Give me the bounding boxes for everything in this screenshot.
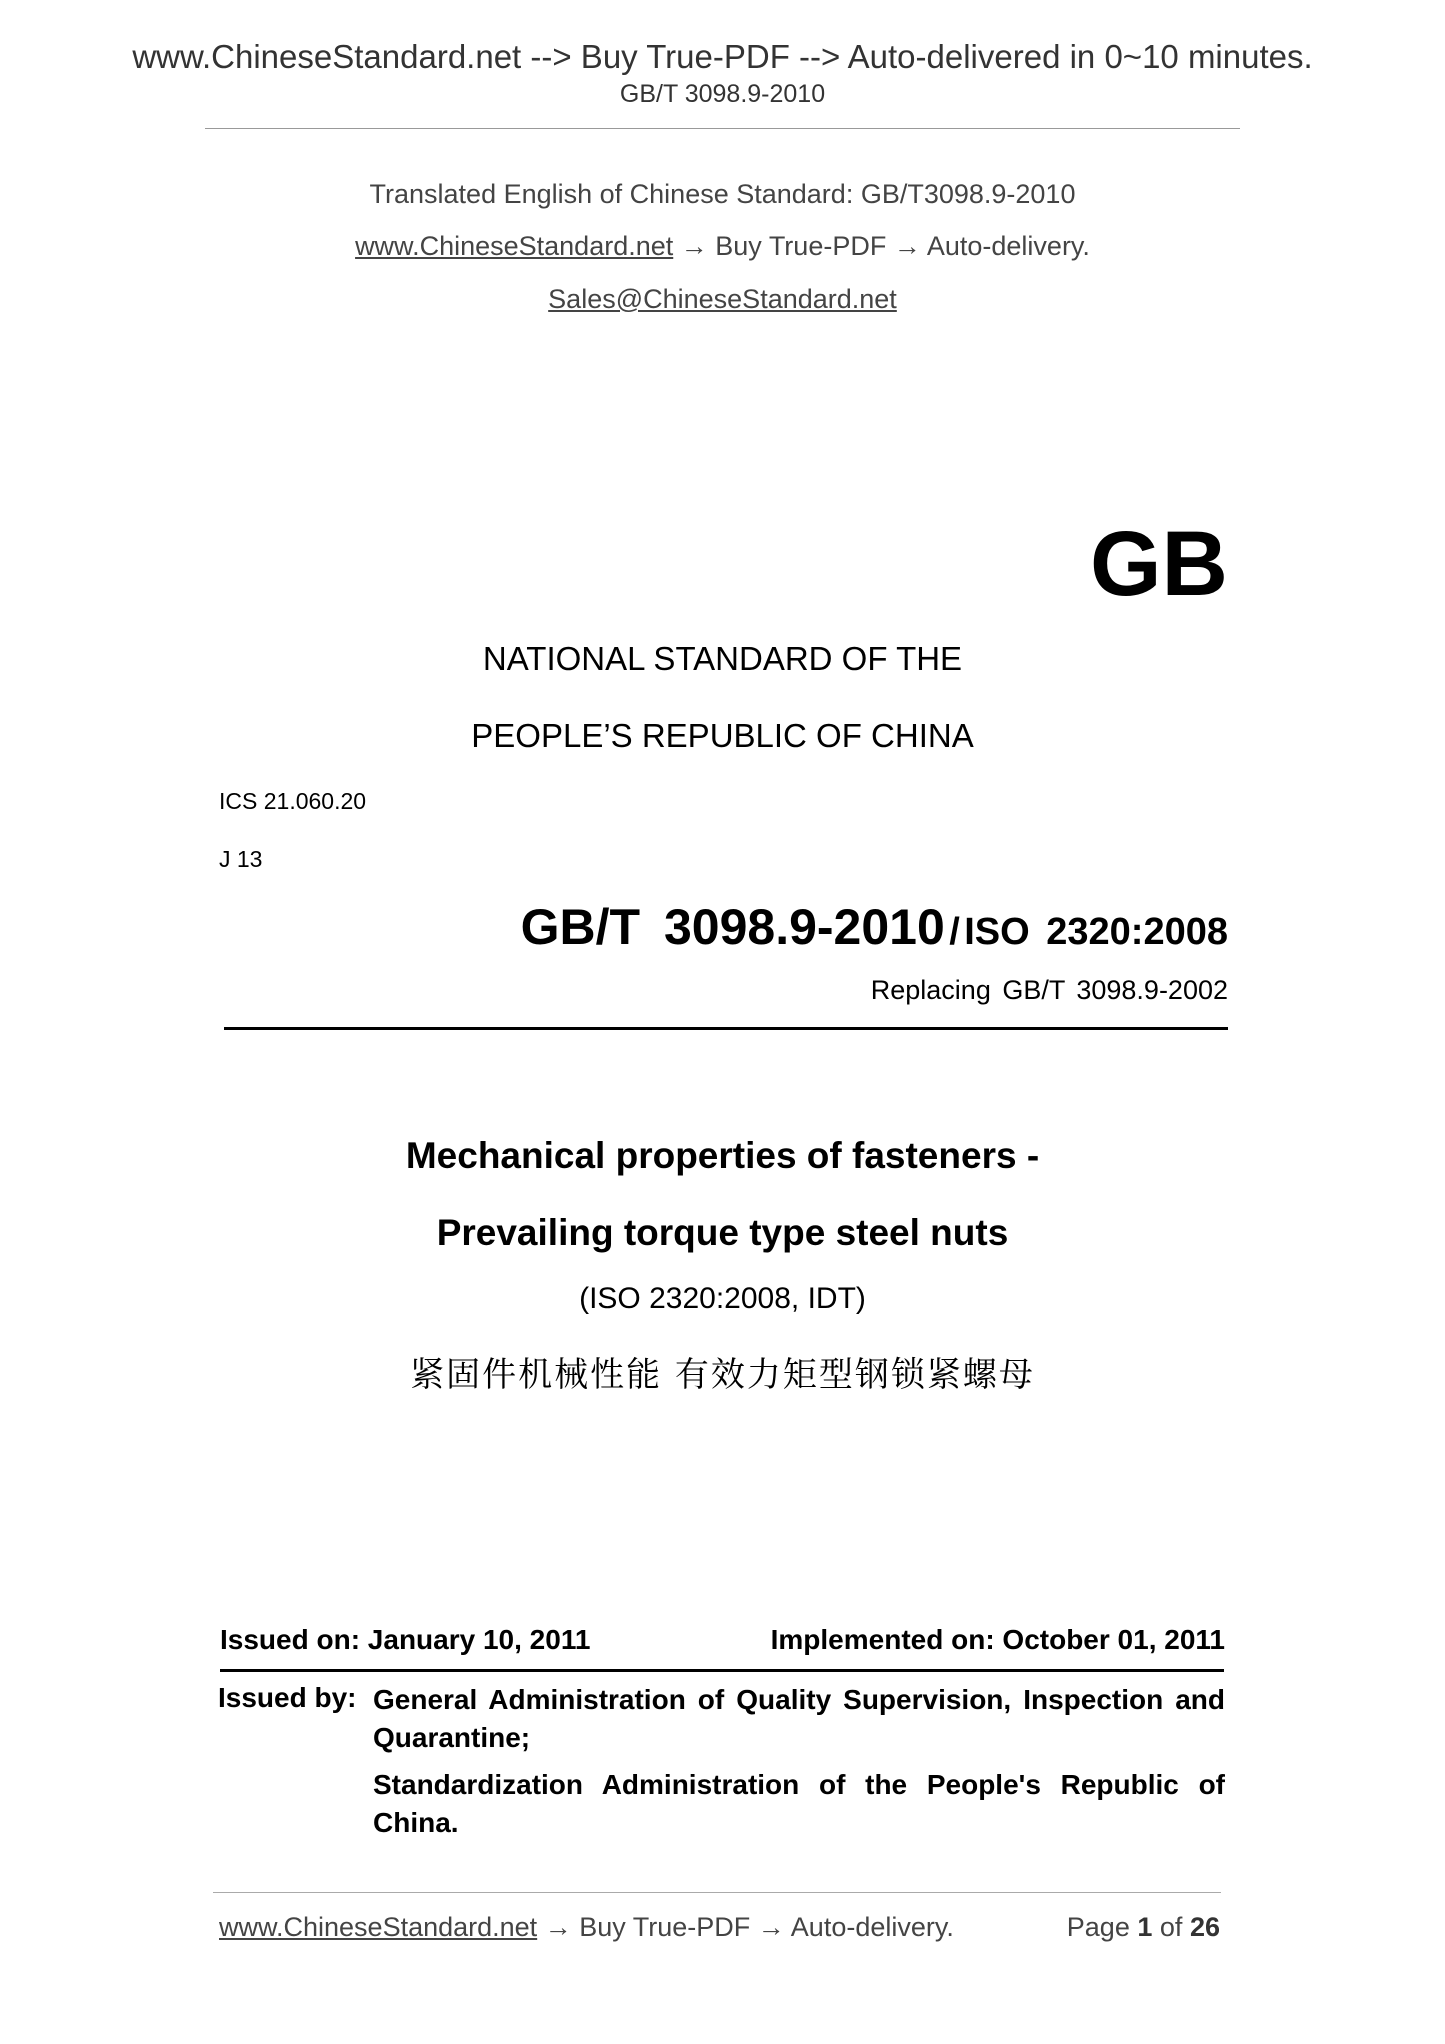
implemented-on: Implemented on: October 01, 2011 [770, 1624, 1225, 1655]
standard-number [521, 898, 1228, 956]
iso-number: ISO 2320:2008 [964, 911, 1228, 953]
intro-links [0, 231, 1445, 262]
arrow-icon: → [680, 231, 708, 261]
arrow-icon: → [544, 1912, 572, 1942]
buy-text: Buy True-PDF [715, 231, 887, 261]
iso-reference: (ISO 2320:2008, IDT) [579, 1282, 866, 1315]
page-indicator [1067, 1912, 1220, 1943]
delivery-text: Auto-delivery. [926, 231, 1090, 261]
issuing-org-1: General Administration of Quality Supervision, Inspection and Quarantine; [373, 1684, 1225, 1753]
header-divider [205, 128, 1240, 129]
footer-links [219, 1912, 954, 1943]
chinese-title: 紧固件机械性能 有效力矩型钢锁紧螺母 [410, 1355, 1035, 1395]
header-banner: www.ChineseStandard.net --> Buy True-PDF --> Auto-delivered in 0~10 minutes. [132, 38, 1313, 75]
replacing-text: Replacing GB/T 3098.9-2002 [870, 975, 1228, 1005]
arrow-icon: → [757, 1912, 785, 1942]
title-line-1: Mechanical properties of fasteners - [405, 1135, 1040, 1176]
gbt-number: GB/T 3098.9-2010 [520, 899, 945, 955]
header-doc-id: GB/T 3098.9-2010 [619, 80, 826, 108]
page-total: 26 [1189, 1912, 1220, 1942]
issued-on: Issued on: January 10, 2011 [220, 1624, 591, 1655]
gb-logo: GB [1090, 513, 1228, 615]
issued-by-label: Issued by: [218, 1682, 357, 1713]
arrow-icon: → [893, 231, 921, 261]
site-link[interactable]: www.ChineseStandard.net [355, 231, 674, 261]
of-label: of [1159, 1912, 1183, 1942]
national-standard-line-2: PEOPLE’S REPUBLIC OF CHINA [471, 717, 974, 754]
page-label: Page [1066, 1912, 1130, 1942]
title-line-2: Prevailing torque type steel nuts [436, 1212, 1009, 1253]
issuing-org-2: Standardization Administration of the People's Republic of China. [373, 1769, 1225, 1838]
translated-line: Translated English of Chinese Standard: GB/T3098.9-2010 [369, 179, 1076, 209]
footer-delivery-text: Auto-delivery. [790, 1912, 954, 1942]
footer-divider [213, 1892, 1221, 1893]
footer-buy-text: Buy True-PDF [579, 1912, 751, 1942]
title-divider [224, 1027, 1228, 1030]
page-number: 1 [1137, 1912, 1153, 1942]
issue-divider [220, 1669, 1224, 1672]
footer-site-link[interactable]: www.ChineseStandard.net [219, 1912, 538, 1942]
sales-email-link[interactable]: Sales@ChineseStandard.net [548, 284, 897, 314]
slash: / [949, 911, 960, 953]
national-standard-line-1: NATIONAL STANDARD OF THE [482, 640, 963, 677]
ics-code: ICS 21.060.20 [219, 788, 367, 814]
j-code: J 13 [219, 846, 263, 872]
sales-line [0, 284, 1445, 315]
